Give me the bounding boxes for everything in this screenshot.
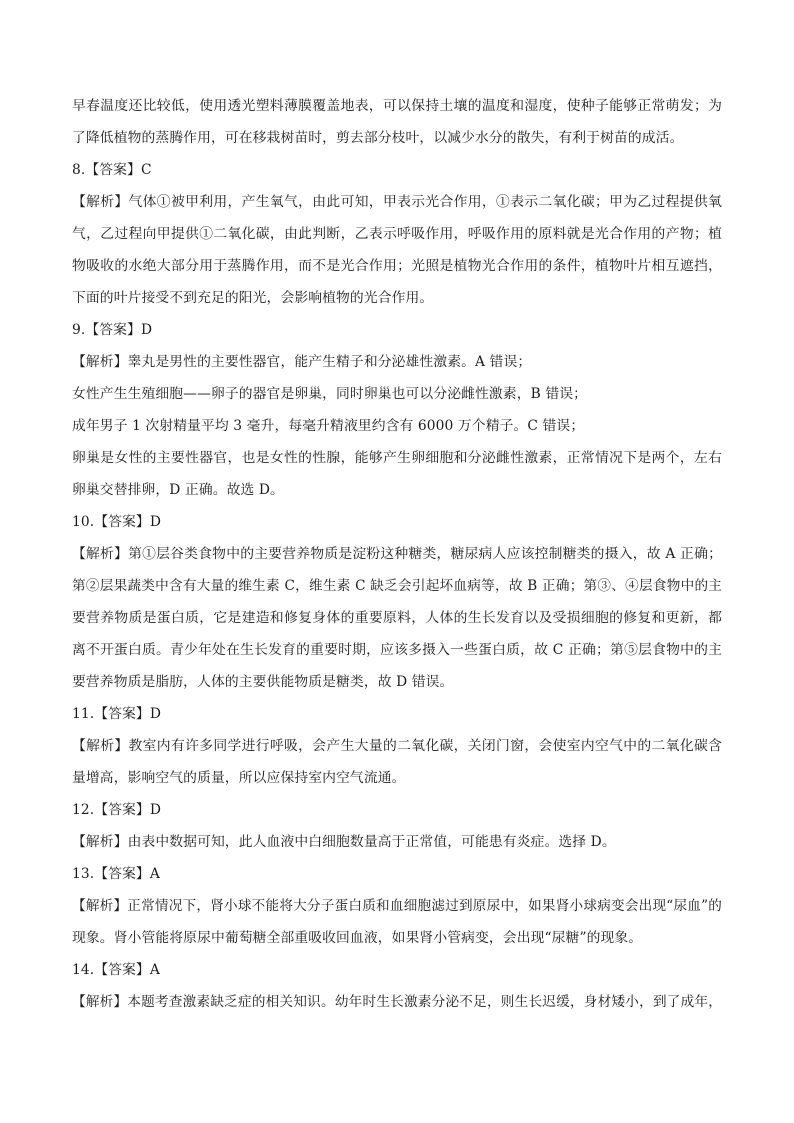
- answer-heading: 9.【答案】D: [72, 322, 153, 338]
- text-line: 【解析】睾丸是男性的主要性器官，能产生精子和分泌雄性激素。A 错误；: [72, 354, 532, 370]
- text-line: 物吸收的水绝大部分用于蒸腾作用，而不是光合作用；光照是植物光合作用的条件，植物叶片相互遮挡，: [72, 258, 722, 274]
- text-line: 成年男子 1 次射精量平均 3 毫升，每毫升精液里约含有 6000 万个精子。C 错误；: [72, 418, 585, 434]
- text-line: 早春温度还比较低，使用透光塑料薄膜覆盖地表，可以保持土壤的温度和湿度，使种子能够正常萌发；为: [72, 98, 722, 114]
- text-line: 【解析】由表中数据可知，此人血液中白细胞数量高于正常值，可能患有炎症。选择 D。: [72, 834, 616, 850]
- text-line: 【解析】气体①被甲利用，产生氧气，由此可知，甲表示光合作用，①表示二氧化碳；甲为乙过程提供氧: [72, 194, 722, 210]
- text-line: 气，乙过程向甲提供①二氧化碳，由此判断，乙表示呼吸作用，呼吸作用的原料就是光合作用的产物；植: [72, 226, 722, 242]
- text-line: 量增高，影响空气的质量，所以应保持室内空气流通。: [72, 770, 406, 786]
- text-line: 【解析】教室内有许多同学进行呼吸，会产生大量的二氧化碳，关闭门窗，会使室内空气中的二氧化碳含: [72, 738, 722, 754]
- text-line: 卵巢是女性的主要性器官，也是女性的性腺，能够产生卵细胞和分泌雌性激素，正常情况下是两个，左右: [72, 450, 722, 466]
- text-line: 离不开蛋白质。青少年处在生长发育的重要时期，应该多摄入一些蛋白质，故 C 正确；第⑤层食物中的主: [72, 642, 722, 658]
- text-line: 要营养物质是蛋白质，它是建造和修复身体的重要原料，人体的生长发育以及受损细胞的修复和更新，都: [72, 610, 722, 626]
- text-line: 下面的叶片接受不到充足的阳光，会影响植物的光合作用。: [72, 290, 434, 306]
- text-line: 卵巢交替排卵，D 正确。故选 D。: [72, 482, 284, 498]
- text-line: 【解析】第①层谷类食物中的主要营养物质是淀粉这种糖类，糖尿病人应该控制糖类的摄入，故 A 正确；: [72, 546, 722, 562]
- text-line: 女性产生生殖细胞——卵子的器官是卵巢，同时卵巢也可以分泌雌性激素，B 错误；: [72, 386, 588, 402]
- answer-heading: 13.【答案】A: [72, 866, 160, 882]
- text-line: 了降低植物的蒸腾作用，可在移栽树苗时，剪去部分枝叶，以减少水分的散失，有利于树苗的成活。: [72, 130, 684, 146]
- answer-heading: 8.【答案】C: [72, 162, 152, 178]
- text-line: 【解析】本题考查激素缺乏症的相关知识。幼年时生长激素分泌不足，则生长迟缓，身材矮小，到了成年，: [72, 994, 722, 1010]
- text-line: 现象。肾小管能将原尿中葡萄糖全部重吸收回血液，如果肾小管病变，会出现“尿糖”的现象。: [72, 930, 643, 946]
- answer-heading: 14.【答案】A: [72, 962, 160, 978]
- answer-heading: 12.【答案】D: [72, 802, 161, 818]
- text-line: 【解析】正常情况下，肾小球不能将大分子蛋白质和血细胞滤过到原尿中，如果肾小球病变会出现“尿血”的: [72, 898, 722, 914]
- text-line: 第②层果蔬类中含有大量的维生素 C，维生素 C 缺乏会引起坏血病等，故 B 正确；第③、④层食物中的主: [72, 578, 722, 594]
- text-line: 要营养物质是脂肪，人体的主要供能物质是糖类，故 D 错误。: [72, 674, 454, 690]
- answer-heading: 11.【答案】D: [72, 706, 161, 722]
- answer-heading: 10.【答案】D: [72, 514, 161, 530]
